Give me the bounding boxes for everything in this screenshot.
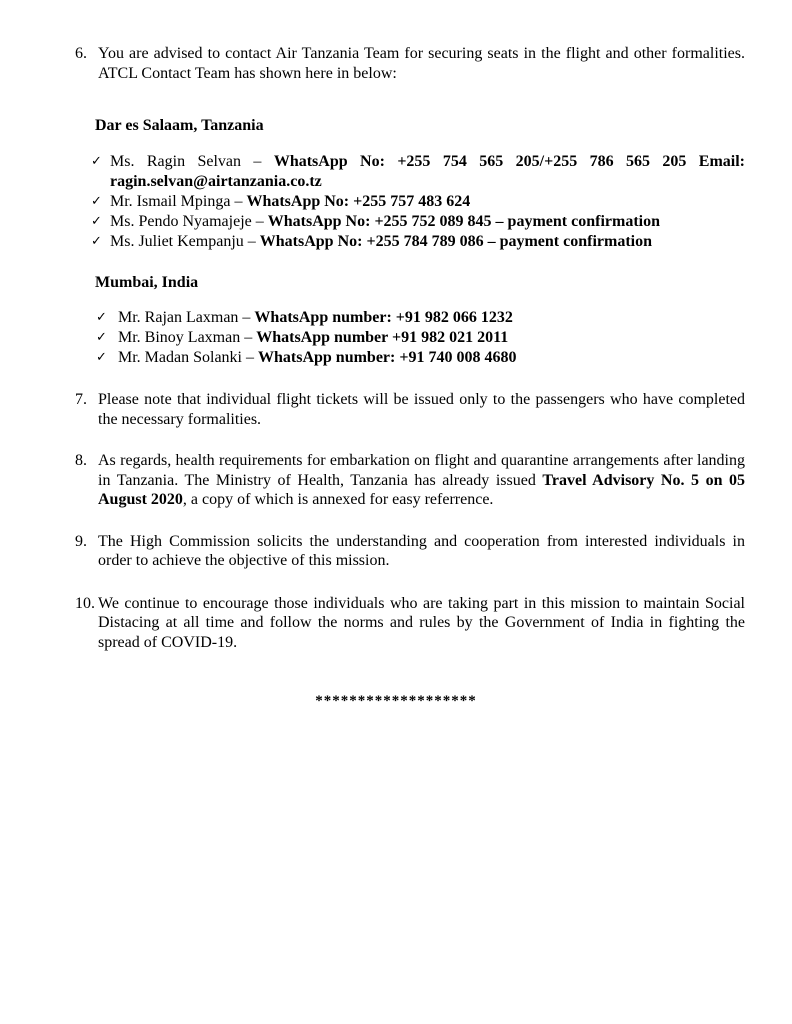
contact-list-mumbai — [96, 308, 745, 368]
contact-detail: WhatsApp number: +91 740 008 4680 — [258, 349, 517, 366]
contact-detail: WhatsApp number: +91 982 066 1232 — [254, 309, 513, 326]
contact-detail: WhatsApp No: +255 754 565 205/+255 786 565 205 Email: ragin.selvan@airtanzania.co.tz — [110, 153, 746, 190]
checkmark-icon: ✓ — [96, 350, 107, 365]
contact-text — [110, 212, 745, 232]
contact-detail: WhatsApp No: +255 752 089 845 – payment confirmation — [267, 213, 660, 230]
checkmark-icon: ✓ — [96, 330, 107, 345]
item-text: The High Commission solicits the understanding and cooperation from interested individuals in order to achieve the objective of this mission. — [98, 532, 745, 569]
contact-row — [91, 212, 745, 232]
section-heading-dar-es-salaam: Dar es Salaam, Tanzania — [95, 117, 264, 134]
contact-name: Mr. Rajan Laxman – — [118, 309, 255, 326]
contact-text — [118, 328, 745, 348]
item-number: 9. — [75, 532, 87, 550]
contact-detail: WhatsApp number +91 982 021 2011 — [256, 329, 509, 346]
contact-row — [96, 308, 745, 328]
item-text-regular: As regards, health requirements for embarkation on flight and quarantine arrangements after landing in Tanzania. The Ministry of Health, Tanzania has already issued — [98, 452, 745, 489]
contact-name: Ms. Ragin Selvan – — [110, 153, 274, 170]
item-text: Please note that individual flight tickets will be issued only to the passengers who have completed the necessary formalities. — [98, 391, 745, 428]
numbered-item-9 — [75, 532, 745, 571]
item-text: You are advised to contact Air Tanzania Team for securing seats in the flight and other formalities. ATCL Contact Team has shown here in below: — [98, 45, 745, 82]
numbered-item-6 — [75, 44, 745, 83]
contact-row — [91, 152, 745, 192]
contact-name: Mr. Madan Solanki – — [118, 349, 258, 366]
contact-text — [110, 232, 745, 252]
checkmark-icon: ✓ — [91, 194, 102, 209]
checkmark-icon: ✓ — [91, 154, 102, 169]
item-text: We continue to encourage those individuals who are taking part in this mission to maintain Social Distacing at all time and follow the norms and rules by the Government of India in fighting the spread of COVID-19. — [98, 594, 745, 651]
contact-name: Ms. Juliet Kempanju – — [110, 233, 260, 250]
checkmark-icon: ✓ — [91, 234, 102, 249]
contact-row — [96, 328, 745, 348]
contact-text — [110, 192, 745, 212]
checkmark-icon: ✓ — [96, 310, 107, 325]
contact-detail: WhatsApp No: +255 784 789 086 – payment confirmation — [259, 233, 652, 250]
end-of-document-marker: ******************* — [315, 693, 477, 709]
contact-text — [118, 308, 745, 328]
section-heading-mumbai: Mumbai, India — [95, 274, 199, 291]
contact-row — [91, 232, 745, 252]
checkmark-icon: ✓ — [91, 214, 102, 229]
item-number: 6. — [75, 45, 87, 62]
item-text-regular: , a copy of which is annexed for easy referrence. — [182, 491, 494, 508]
item-number: 7. — [75, 391, 87, 408]
item-text-bold: Travel Advisory No. 5 on 05 August 2020 — [98, 471, 746, 508]
contact-row — [91, 192, 745, 212]
numbered-item-8 — [75, 451, 745, 510]
contact-text — [110, 152, 745, 192]
numbered-item-7 — [75, 390, 745, 429]
contact-list-dar — [91, 152, 745, 252]
item-text — [98, 451, 745, 510]
item-number: 8. — [75, 452, 87, 469]
contact-detail: WhatsApp No: +255 757 483 624 — [246, 193, 471, 210]
contact-text — [118, 348, 745, 368]
contact-name: Mr. Binoy Laxman – — [118, 329, 257, 346]
contact-row — [96, 348, 745, 368]
item-number: 10. — [75, 594, 95, 612]
numbered-item-10 — [75, 594, 745, 653]
contact-name: Mr. Ismail Mpinga – — [110, 193, 247, 210]
contact-name: Ms. Pendo Nyamajeje – — [110, 213, 268, 230]
